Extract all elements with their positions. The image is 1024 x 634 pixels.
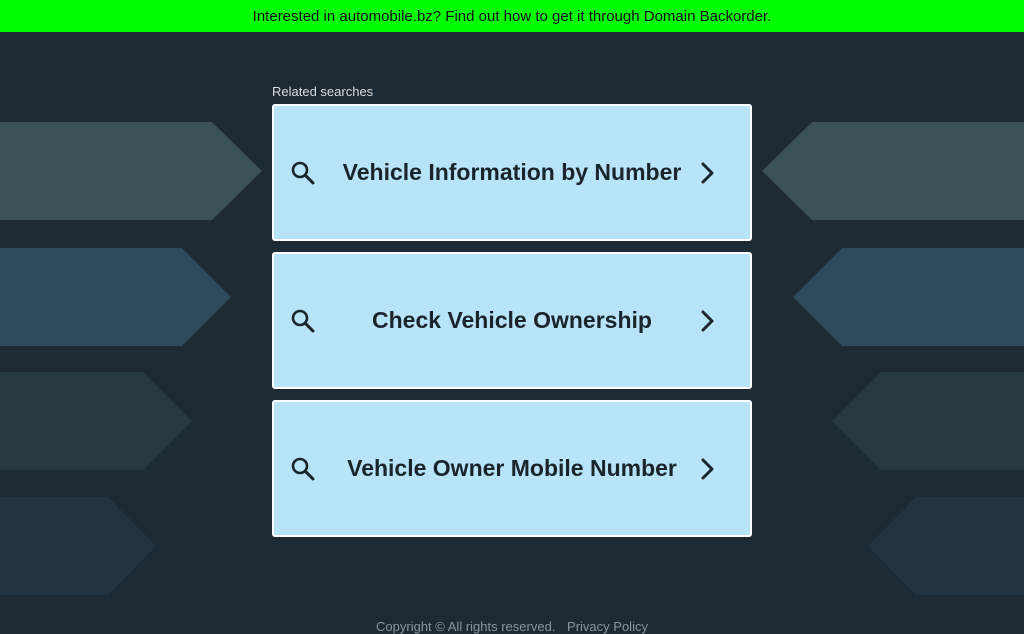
related-search-label: Check Vehicle Ownership — [372, 307, 652, 333]
copyright-text: Copyright © — [376, 619, 445, 634]
related-search-card-1[interactable] — [272, 104, 752, 241]
banner-text[interactable]: Interested in automobile.bz? Find out how to get it through Domain Backorder. — [252, 8, 772, 25]
chevron-right-icon — [698, 310, 718, 332]
related-search-card-3[interactable] — [272, 400, 752, 537]
bg-arrow-left-3 — [0, 372, 192, 470]
related-search-label: Vehicle Information by Number — [342, 159, 682, 185]
related-search-card-2[interactable] — [272, 252, 752, 389]
privacy-policy-link[interactable]: Privacy Policy — [567, 619, 648, 634]
bg-arrow-left-2 — [0, 248, 231, 346]
chevron-right-icon — [698, 458, 718, 480]
bg-arrow-left-1 — [0, 122, 262, 220]
search-icon — [290, 160, 316, 186]
footer — [0, 619, 1024, 634]
bg-arrow-right-3 — [832, 372, 1024, 470]
search-icon — [290, 308, 316, 334]
bg-arrow-right-4 — [868, 497, 1024, 595]
rights-text: All rights reserved. — [447, 619, 556, 634]
related-search-label: Vehicle Owner Mobile Number — [347, 455, 677, 481]
bg-arrow-right-1 — [762, 122, 1024, 220]
related-searches-label: Related searches — [272, 84, 374, 99]
search-icon — [290, 456, 316, 482]
bg-arrow-right-2 — [793, 248, 1024, 346]
chevron-right-icon — [698, 162, 718, 184]
bg-arrow-left-4 — [0, 497, 156, 595]
domain-backorder-banner[interactable] — [0, 0, 1024, 32]
